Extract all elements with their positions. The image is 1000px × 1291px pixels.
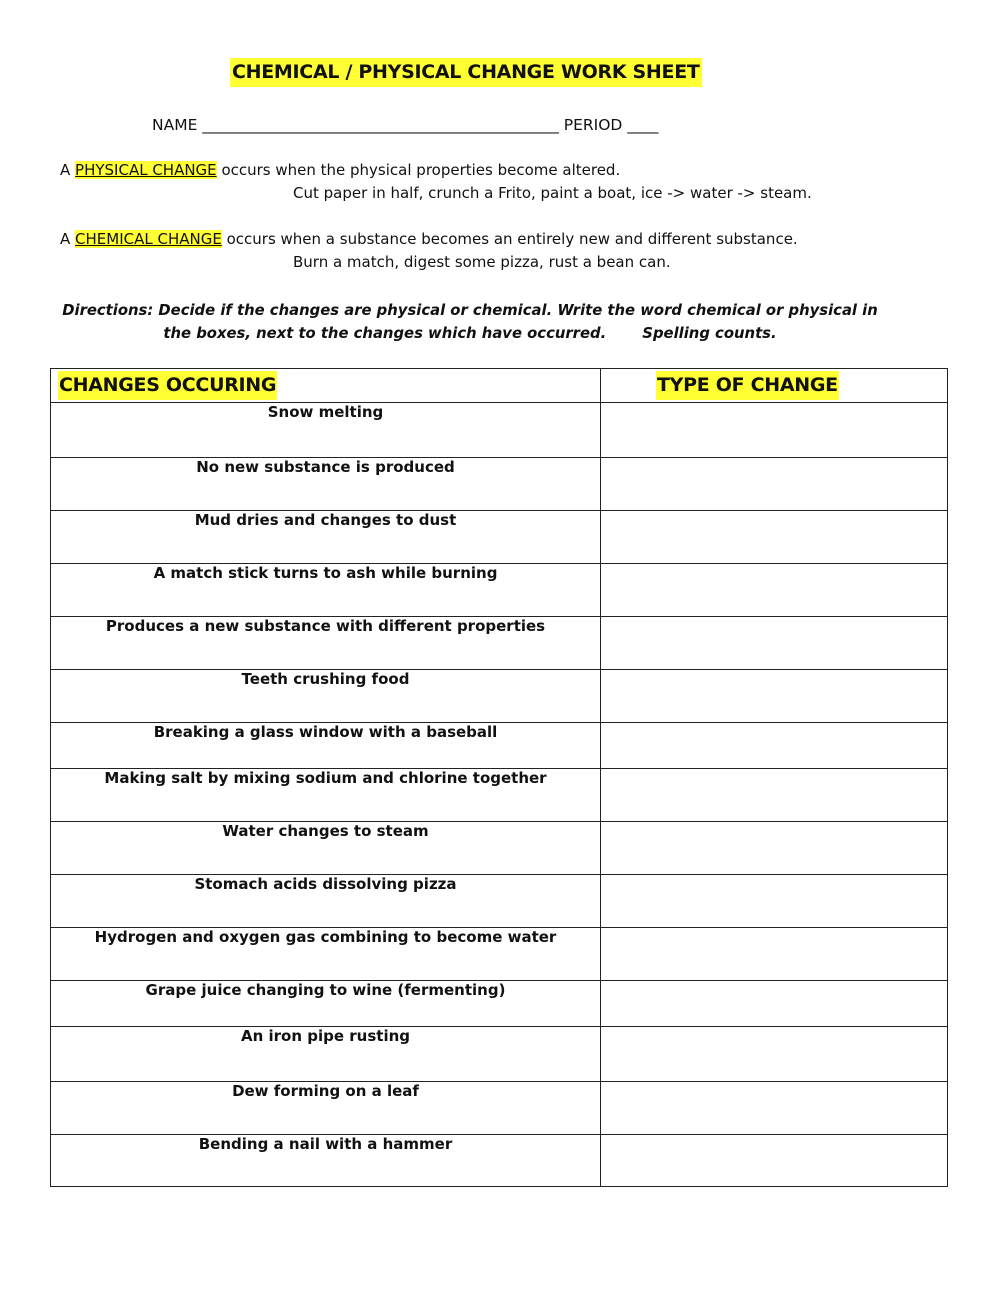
header-label: CHANGES OCCURING: [58, 371, 277, 400]
change-description: Bending a nail with a hammer: [51, 1135, 601, 1187]
table-row: [51, 1082, 948, 1135]
change-description: Hydrogen and oxygen gas combining to become water: [51, 928, 601, 981]
type-of-change-answer-box[interactable]: [601, 403, 948, 458]
type-of-change-answer-box[interactable]: [601, 981, 948, 1027]
table-row: [51, 458, 948, 511]
table-row: [51, 670, 948, 723]
type-of-change-answer-box[interactable]: [601, 723, 948, 769]
table-row: [51, 875, 948, 928]
table-row: [51, 822, 948, 875]
type-of-change-answer-box[interactable]: [601, 822, 948, 875]
directions: [60, 299, 880, 345]
change-description: Water changes to steam: [51, 822, 601, 875]
type-of-change-answer-box[interactable]: [601, 769, 948, 822]
type-of-change-answer-box[interactable]: [601, 670, 948, 723]
header-label: TYPE OF CHANGE: [656, 371, 839, 400]
table-row: [51, 769, 948, 822]
type-of-change-answer-box[interactable]: [601, 1082, 948, 1135]
name-field[interactable]: ______________________________________________: [202, 116, 559, 134]
name-label: NAME: [152, 116, 198, 134]
change-description: Dew forming on a leaf: [51, 1082, 601, 1135]
changes-table: [50, 368, 948, 1187]
type-of-change-answer-box[interactable]: [601, 1027, 948, 1082]
name-period-line: [152, 114, 658, 136]
period-field[interactable]: ____: [627, 116, 659, 134]
chemical-change-term: CHEMICAL CHANGE: [75, 230, 222, 248]
chemical-prefix: A: [60, 230, 76, 248]
table-row: [51, 511, 948, 564]
change-description: A match stick turns to ash while burning: [51, 564, 601, 617]
table-row: [51, 981, 948, 1027]
header-type-of-change: [601, 369, 948, 403]
type-of-change-answer-box[interactable]: [601, 928, 948, 981]
physical-change-definition: [60, 159, 620, 181]
change-description: No new substance is produced: [51, 458, 601, 511]
worksheet-title: CHEMICAL / PHYSICAL CHANGE WORK SHEET: [230, 58, 702, 87]
type-of-change-answer-box[interactable]: [601, 511, 948, 564]
change-description: Making salt by mixing sodium and chlorine together: [51, 769, 601, 822]
table-row: [51, 617, 948, 670]
table-header-row: [51, 369, 948, 403]
physical-prefix: A: [60, 161, 76, 179]
change-description: Snow melting: [51, 403, 601, 458]
table-row: [51, 1135, 948, 1187]
physical-change-examples: Cut paper in half, crunch a Frito, paint a boat, ice -> water -> steam.: [293, 184, 812, 202]
period-label: PERIOD: [563, 116, 623, 134]
directions-line-2: the boxes, next to the changes which have occurred. Spelling counts.: [163, 325, 777, 342]
change-description: Grape juice changing to wine (fermenting): [51, 981, 601, 1027]
type-of-change-answer-box[interactable]: [601, 617, 948, 670]
change-description: An iron pipe rusting: [51, 1027, 601, 1082]
chemical-definition-text: occurs when a substance becomes an entirely new and different substance.: [221, 230, 798, 248]
table-row: [51, 928, 948, 981]
table-row: [51, 564, 948, 617]
header-changes-occuring: [51, 369, 601, 403]
physical-definition-text: occurs when the physical properties become altered.: [216, 161, 621, 179]
table-row: [51, 403, 948, 458]
type-of-change-answer-box[interactable]: [601, 875, 948, 928]
table-row: [51, 1027, 948, 1082]
physical-change-term: PHYSICAL CHANGE: [75, 161, 217, 179]
change-description: Mud dries and changes to dust: [51, 511, 601, 564]
type-of-change-answer-box[interactable]: [601, 564, 948, 617]
type-of-change-answer-box[interactable]: [601, 1135, 948, 1187]
directions-line-1: Directions: Decide if the changes are physical or chemical. Write the word chemical or physical in: [62, 302, 878, 319]
change-description: Produces a new substance with different properties: [51, 617, 601, 670]
change-description: Stomach acids dissolving pizza: [51, 875, 601, 928]
change-description: Breaking a glass window with a baseball: [51, 723, 601, 769]
change-description: Teeth crushing food: [51, 670, 601, 723]
chemical-change-examples: Burn a match, digest some pizza, rust a bean can.: [293, 253, 671, 271]
type-of-change-answer-box[interactable]: [601, 458, 948, 511]
table-row: [51, 723, 948, 769]
chemical-change-definition: [60, 228, 798, 250]
